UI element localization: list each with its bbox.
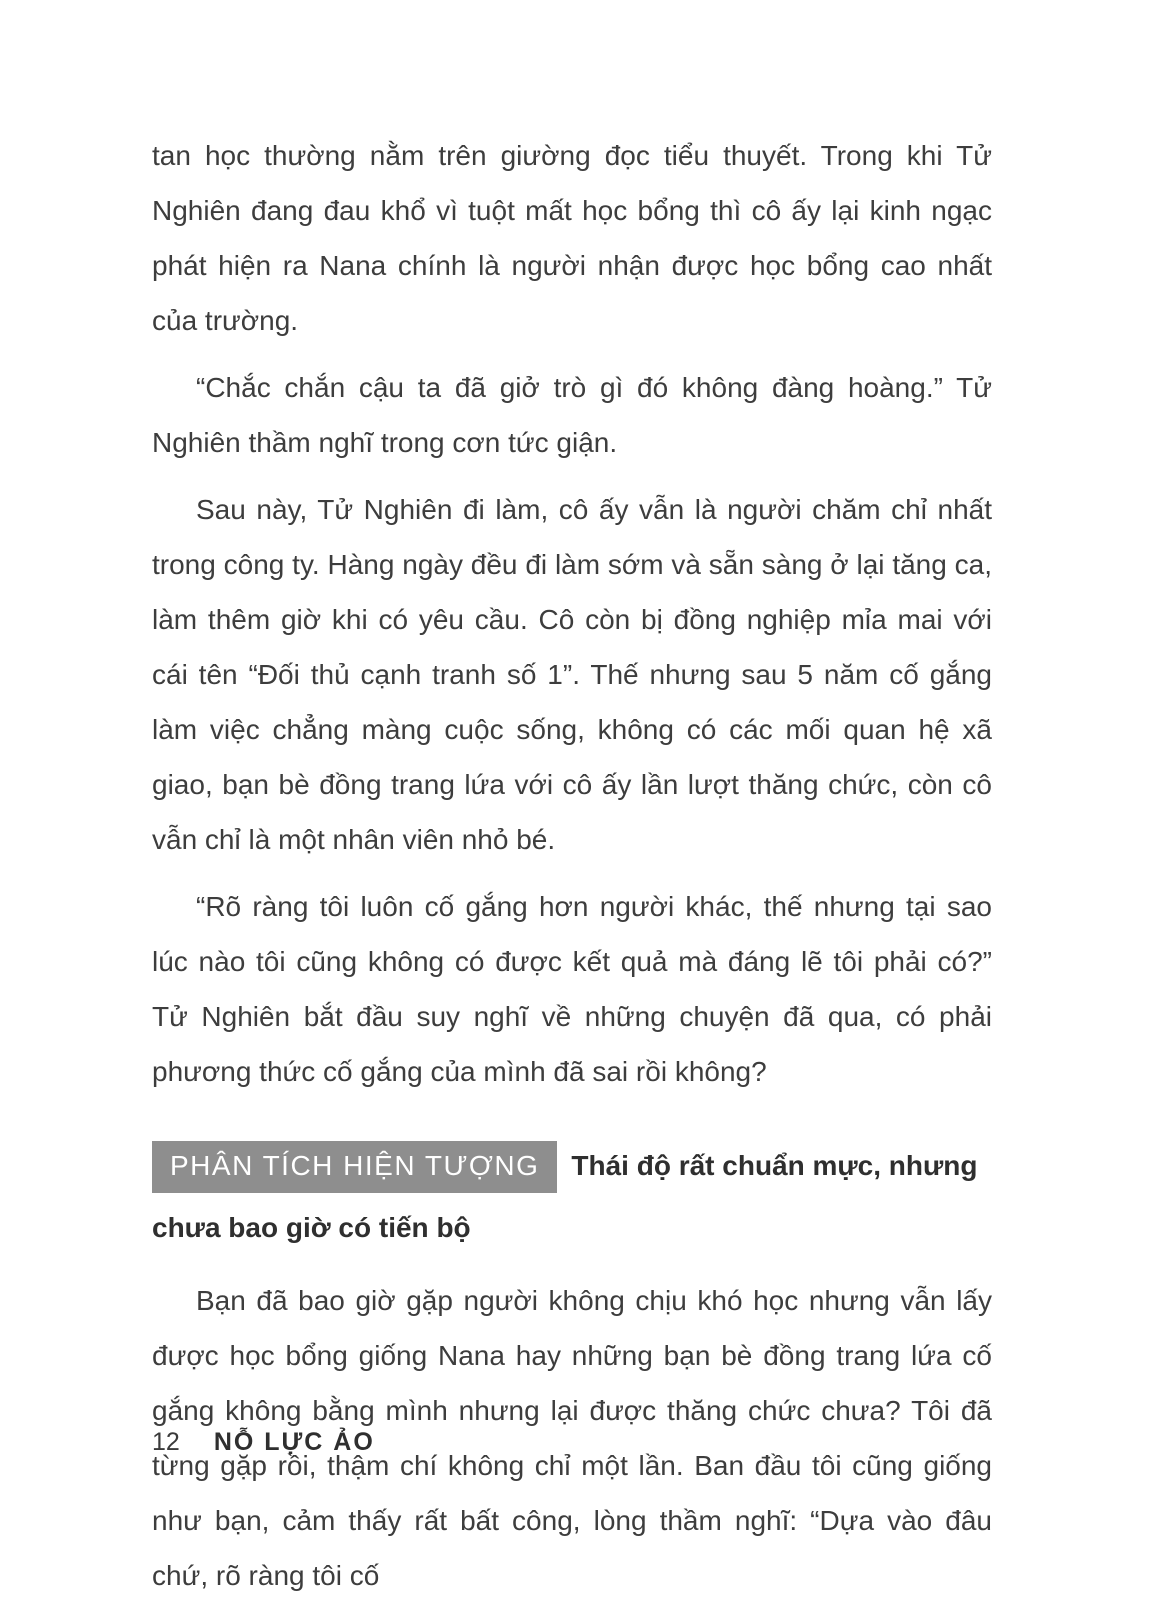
book-title: NỖ LỰC ẢO: [213, 1428, 375, 1456]
page-content: [152, 128, 992, 1607]
section-heading-text: Thái độ rất chuẩn mực, nhưng chưa bao giờ có tiến bộ: [152, 1150, 978, 1243]
paragraph: “Chắc chắn cậu ta đã giở trò gì đó không đàng hoàng.” Tử Nghiên thầm nghĩ trong cơn tức giận.: [152, 372, 992, 458]
paragraph: Sau này, Tử Nghiên đi làm, cô ấy vẫn là người chăm chỉ nhất trong công ty. Hàng ngày đều đi làm sớm và sẵn sàng ở lại tăng ca, làm thêm giờ khi có yêu cầu. Cô còn bị đồng nghiệp mỉa mai với cái tên “Đối thủ cạnh tranh số 1”. Thế nhưng sau 5 năm cố gắng làm việc chẳng màng cuộc sống, không có các mối quan hệ xã giao, bạn bè đồng trang lứa với cô ấy lần lượt thăng chức, còn cô vẫn chỉ là một nhân viên nhỏ bé.: [152, 494, 992, 855]
section-badge: PHÂN TÍCH HIỆN TƯỢNG: [152, 1141, 557, 1193]
paragraph: “Rõ ràng tôi luôn cố gắng hơn người khác, thế nhưng tại sao lúc nào tôi cũng không có được kết quả mà đáng lẽ tôi phải có?” Tử Nghiên bắt đầu suy nghĩ về những chuyện đã qua, có phải phương thức cố gắng của mình đã sai rồi không?: [152, 891, 992, 1087]
paragraph: tan học thường nằm trên giường đọc tiểu thuyết. Trong khi Tử Nghiên đang đau khổ vì tuột mất học bổng thì cô ấy lại kinh ngạc phát hiện ra Nana chính là người nhận được học bổng cao nhất của trường.: [152, 140, 992, 336]
paragraph: Bạn đã bao giờ gặp người không chịu khó học nhưng vẫn lấy được học bổng giống Nana hay những bạn bè đồng trang lứa cố gắng không bằng mình nhưng lại được thăng chức chưa? Tôi đã từng gặp rồi, thậm chí không chỉ một lần. Ban đầu tôi cũng giống như bạn, cảm thấy rất bất công, lòng thầm nghĩ: “Dựa vào đâu chứ, rõ ràng tôi cố: [152, 1285, 992, 1591]
page-footer: [152, 1428, 992, 1457]
page-number: 12: [152, 1428, 180, 1456]
section-heading: [152, 1135, 992, 1259]
